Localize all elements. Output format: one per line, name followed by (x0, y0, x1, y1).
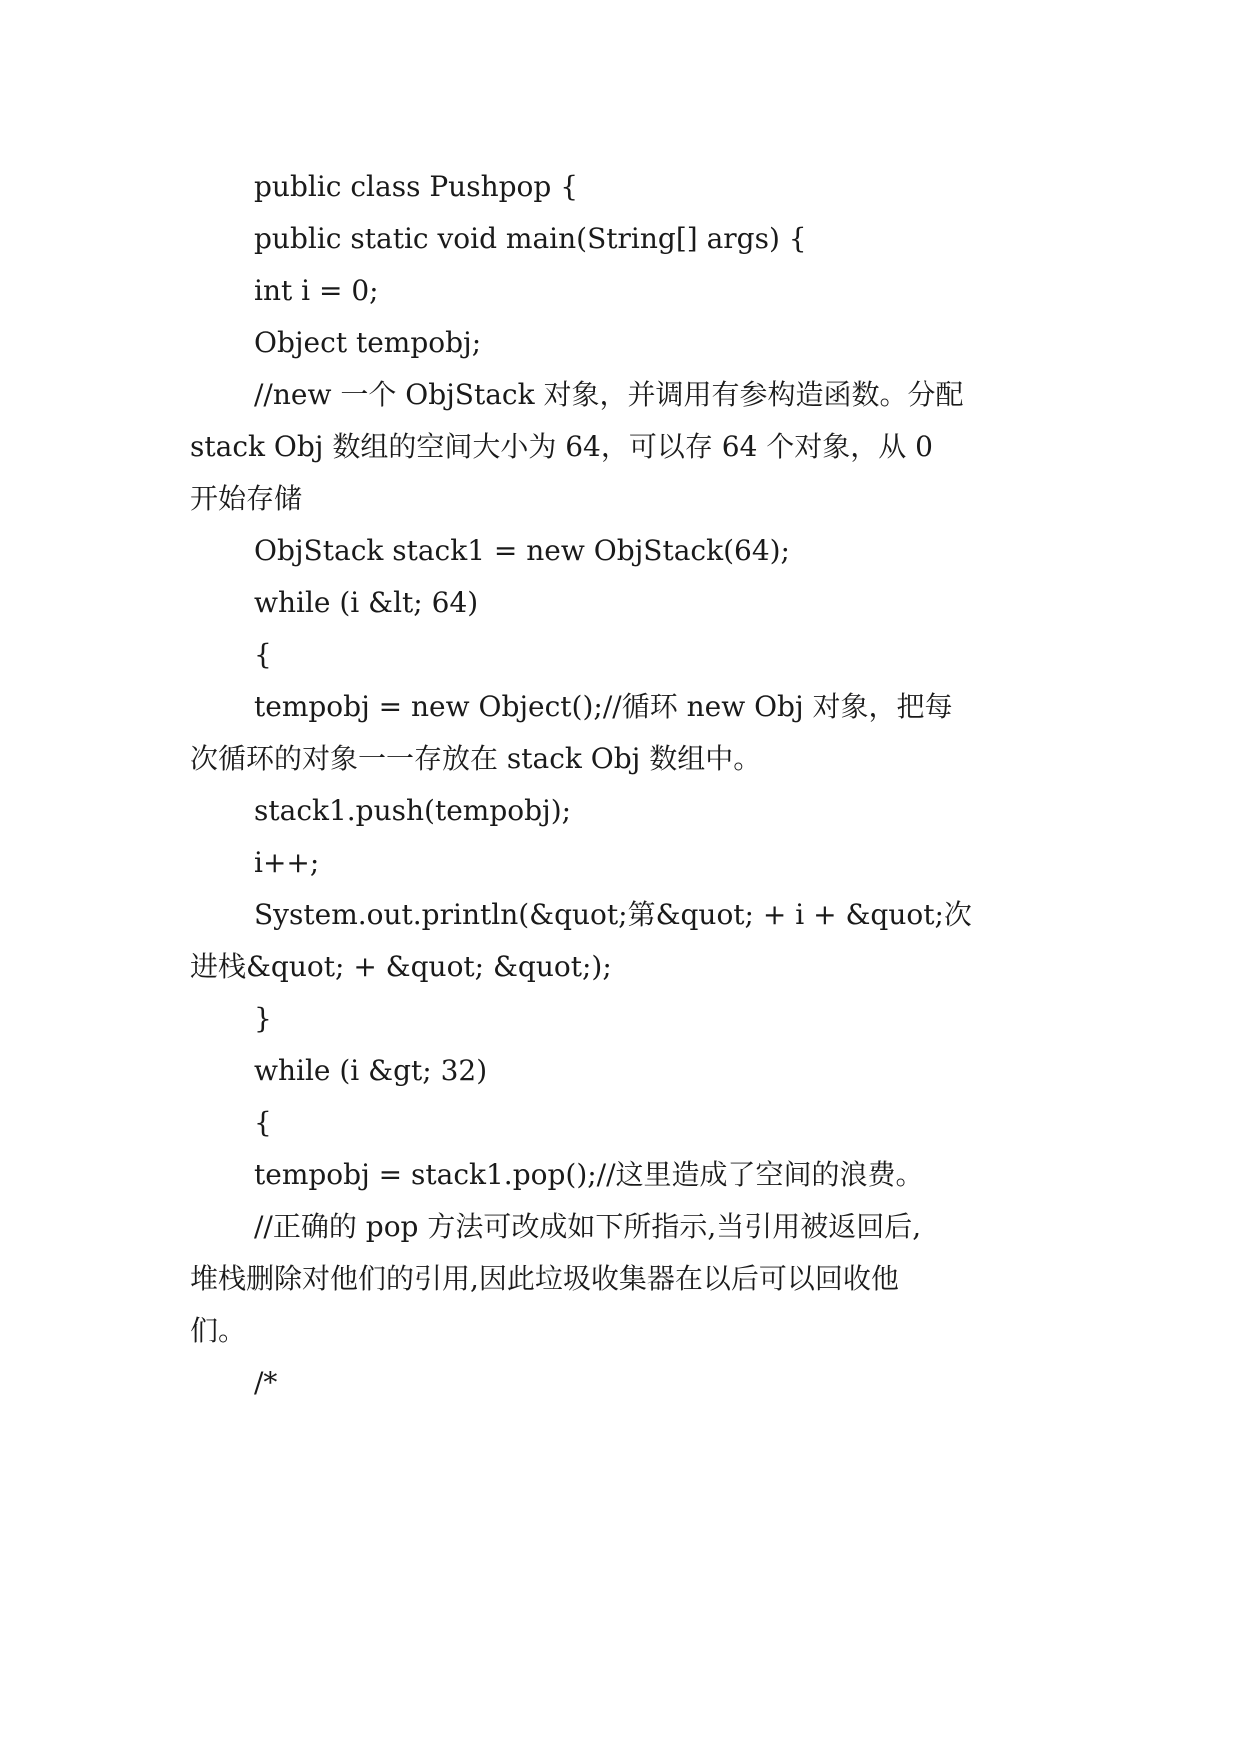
code-line: ObjStack stack1 = new ObjStack(64); (254, 534, 790, 567)
code-line: i++; (254, 846, 320, 879)
code-line: } (254, 1002, 272, 1035)
comment-line: /* (254, 1366, 278, 1399)
comment-line: 开始存储 (190, 482, 303, 515)
code-line: while (i &lt; 64) (254, 586, 479, 619)
code-line: System.out.println(&quot;第&quot; + i + &quot;次 (254, 898, 972, 931)
comment-line: //new 一个 ObjStack 对象，并调用有参构造函数。分配 (254, 378, 964, 411)
code-line: { (254, 1106, 272, 1139)
comment-line: stack Obj 数组的空间大小为 64，可以存 64 个对象，从 0 (190, 430, 934, 463)
code-line: stack1.push(tempobj); (254, 794, 572, 827)
comment-line: 们。 (190, 1314, 247, 1347)
code-line: int i = 0; (254, 274, 379, 307)
code-line: tempobj = new Object();//循环 new Obj 对象，把每 (254, 690, 953, 723)
comment-line: //正确的 pop 方法可改成如下所指示,当引用被返回后, (254, 1210, 922, 1243)
code-line: public static void main(String[] args) { (254, 222, 807, 255)
code-line: public class Pushpop { (254, 170, 579, 203)
code-line: tempobj = stack1.pop();//这里造成了空间的浪费。 (254, 1158, 924, 1191)
code-line: 进栈&quot; + &quot; &quot;); (190, 950, 612, 983)
comment-line: 次循环的对象一一存放在 stack Obj 数组中。 (190, 742, 762, 775)
code-line: while (i &gt; 32) (254, 1054, 488, 1087)
comment-line: 堆栈删除对他们的引用,因此垃圾收集器在以后可以回收他 (190, 1262, 899, 1295)
code-line: { (254, 638, 272, 671)
code-line: Object tempobj; (254, 326, 482, 359)
